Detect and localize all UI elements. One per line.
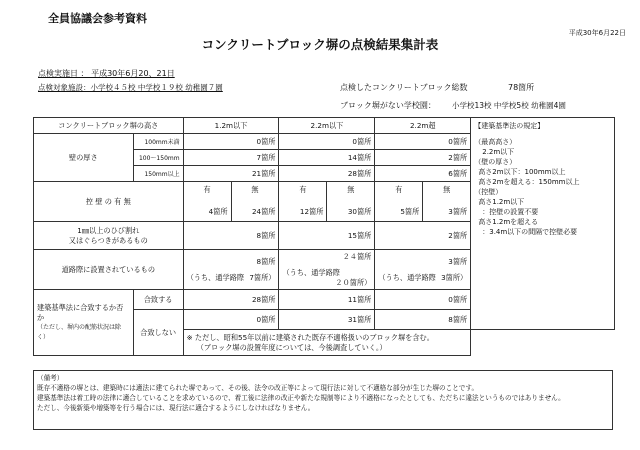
table-cell: 8箇所 [183,222,279,250]
table-cell: 0箇所 [375,134,471,150]
table-cell: 6箇所 [375,166,471,182]
table-cell: 2箇所 [375,222,471,250]
table-cell: 0箇所 [375,290,471,310]
buttress-no-header: 無 [347,185,355,194]
cracks-label [34,222,184,250]
law-note-cell [183,330,471,356]
table-value: 24箇所 [251,207,276,216]
table-cell: 28箇所 [279,166,375,182]
col-header-1: 1.2m以下 [183,118,279,134]
note-line: 既存不適格の塀とは、建築時には適法に建てられた塀であって、その後、法令の改正等によって現行法に対して不適格な部分が生じた塀のことです。 [37,384,479,392]
road-sub-label: （うち、通学路際 [186,272,245,282]
col-header-3: 2.2m超 [375,118,471,134]
sidebar-text: ：3.4m以下の間隔で控壁必要 [482,228,578,236]
table-cell [231,182,279,222]
total-label: 点検したコンクリートブロック総数 [340,83,468,92]
buttress-yes-header: 有 [299,185,307,194]
table-value: 3箇所 [448,207,468,216]
thickness-sub: 150mm以上 [133,166,183,182]
sidebar-text: （控壁） [474,188,503,196]
sidebar-text: 高さ2m以下：100mm以上 [478,168,566,176]
inspection-period: 点検実施日 ： 平成30年6月20、21日 [38,69,175,78]
law-ok-label: 合致する [133,290,183,310]
table-cell: 14箇所 [279,150,375,166]
table-value: ２０箇所） [335,277,372,287]
table-value: 8箇所 [256,256,276,266]
law-label-line: （ただし、塀内の配筋状況は除く） [37,323,122,341]
table-cell [375,250,471,290]
table-cell: 0箇所 [183,310,279,330]
buttress-label: 控 壁 の 有 無 [34,182,184,222]
table-header-row [34,118,615,134]
sidebar-text: 2.2m以下 [482,148,515,156]
table-value: 12箇所 [299,207,324,216]
buttress-no-header: 無 [443,185,451,194]
thickness-sub: 100～150mm [133,150,183,166]
road-sub-label: （うち、通学路際 [282,267,340,277]
road-sub-label: （うち、通学路際 [378,272,436,282]
sidebar-text: ：控壁の設置不要 [482,208,539,216]
buttress-no-header: 無 [251,185,259,194]
noblock-label: ブロック塀がない学校園： [340,101,436,110]
thickness-sub: 100mm未満 [133,134,183,150]
note-line: 建築基準法は着工時の法律に適合していることを求めているので、着工後に法律の改正や新たな規制等により不適格になったとしても、ただちに違法というものではありません。 [37,394,565,402]
table-value: 5箇所 [400,207,420,216]
col-header-2: 2.2m以下 [279,118,375,134]
note-line: ただし、今後新築や増築等を行う場合には、現行法に適合するようにしなければなりません。 [37,404,315,412]
notes-box [33,370,613,430]
sidebar-title: 【建築基準法の規定】 [474,122,545,130]
table-cell [279,250,375,290]
document-date: 平成30年6月22日 [568,29,626,37]
document-tag: 全員協議会参考資料 [48,12,147,25]
table-value: ２４箇所 [342,251,372,261]
sidebar-text: 高さ1.2mを超える [478,218,539,226]
table-value: 4箇所 [208,207,228,216]
table-cell: 0箇所 [183,134,279,150]
table-value: 3箇所） [441,272,468,282]
road-label: 道路際に設置されているもの [34,250,184,290]
table-cell [183,250,279,290]
thickness-label: 壁の厚さ [34,134,134,182]
height-header: コンクリートブロック塀の高さ [34,118,184,134]
sidebar-text: 高さ1.2m以下 [478,198,525,206]
law-note: ※ ただし、昭和55年以前に建築された既存不適格扱いのブロック塀を含む。 [186,332,434,342]
inspection-facilities: 点検対象施設：小学校４５校 中学校１９校 幼稚園７園 [38,83,223,92]
table-cell: 0箇所 [279,134,375,150]
table-cell: 7箇所 [183,150,279,166]
law-label-line: 建築基準法に合致するか否か [37,302,124,322]
buttress-yes-header: 有 [395,185,403,194]
law-sidebar [471,118,615,330]
table-value: 3箇所 [448,256,468,266]
results-table [33,117,615,356]
table-cell: 28箇所 [183,290,279,310]
table-cell: 11箇所 [279,290,375,310]
table-cell [423,182,471,222]
law-label [34,290,134,356]
table-cell: 2箇所 [375,150,471,166]
law-note: （ブロック塀の設置年度については、今後調査していく。） [196,342,387,352]
table-cell [279,182,327,222]
table-value: 7箇所） [249,272,276,282]
buttress-yes-header: 有 [203,185,211,194]
table-cell: 8箇所 [375,310,471,330]
sidebar-text: （壁の厚さ） [474,158,517,166]
table-value: 30箇所 [347,207,372,216]
table-cell: 21箇所 [183,166,279,182]
page-title: コンクリートブロック塀の点検結果集計表 [201,37,439,52]
law-ng-label: 合致しない [133,310,183,356]
table-cell: 15箇所 [279,222,375,250]
table-cell [183,182,231,222]
table-cell [375,182,423,222]
noblock-value: 小学校13校 中学校5校 幼稚園4園 [452,101,566,110]
total-value: 78箇所 [508,83,535,92]
sidebar-text: （最高高さ） [474,138,517,146]
cracks-label-line: 又はぐらつきがあるもの [68,235,148,245]
cracks-label-line: 1㎜以上のひび割れ [77,225,140,235]
notes-title: （備考） [37,374,64,382]
table-cell [327,182,375,222]
sidebar-text: 高さ2mを超える：150mm以上 [478,178,580,186]
table-cell: 31箇所 [279,310,375,330]
